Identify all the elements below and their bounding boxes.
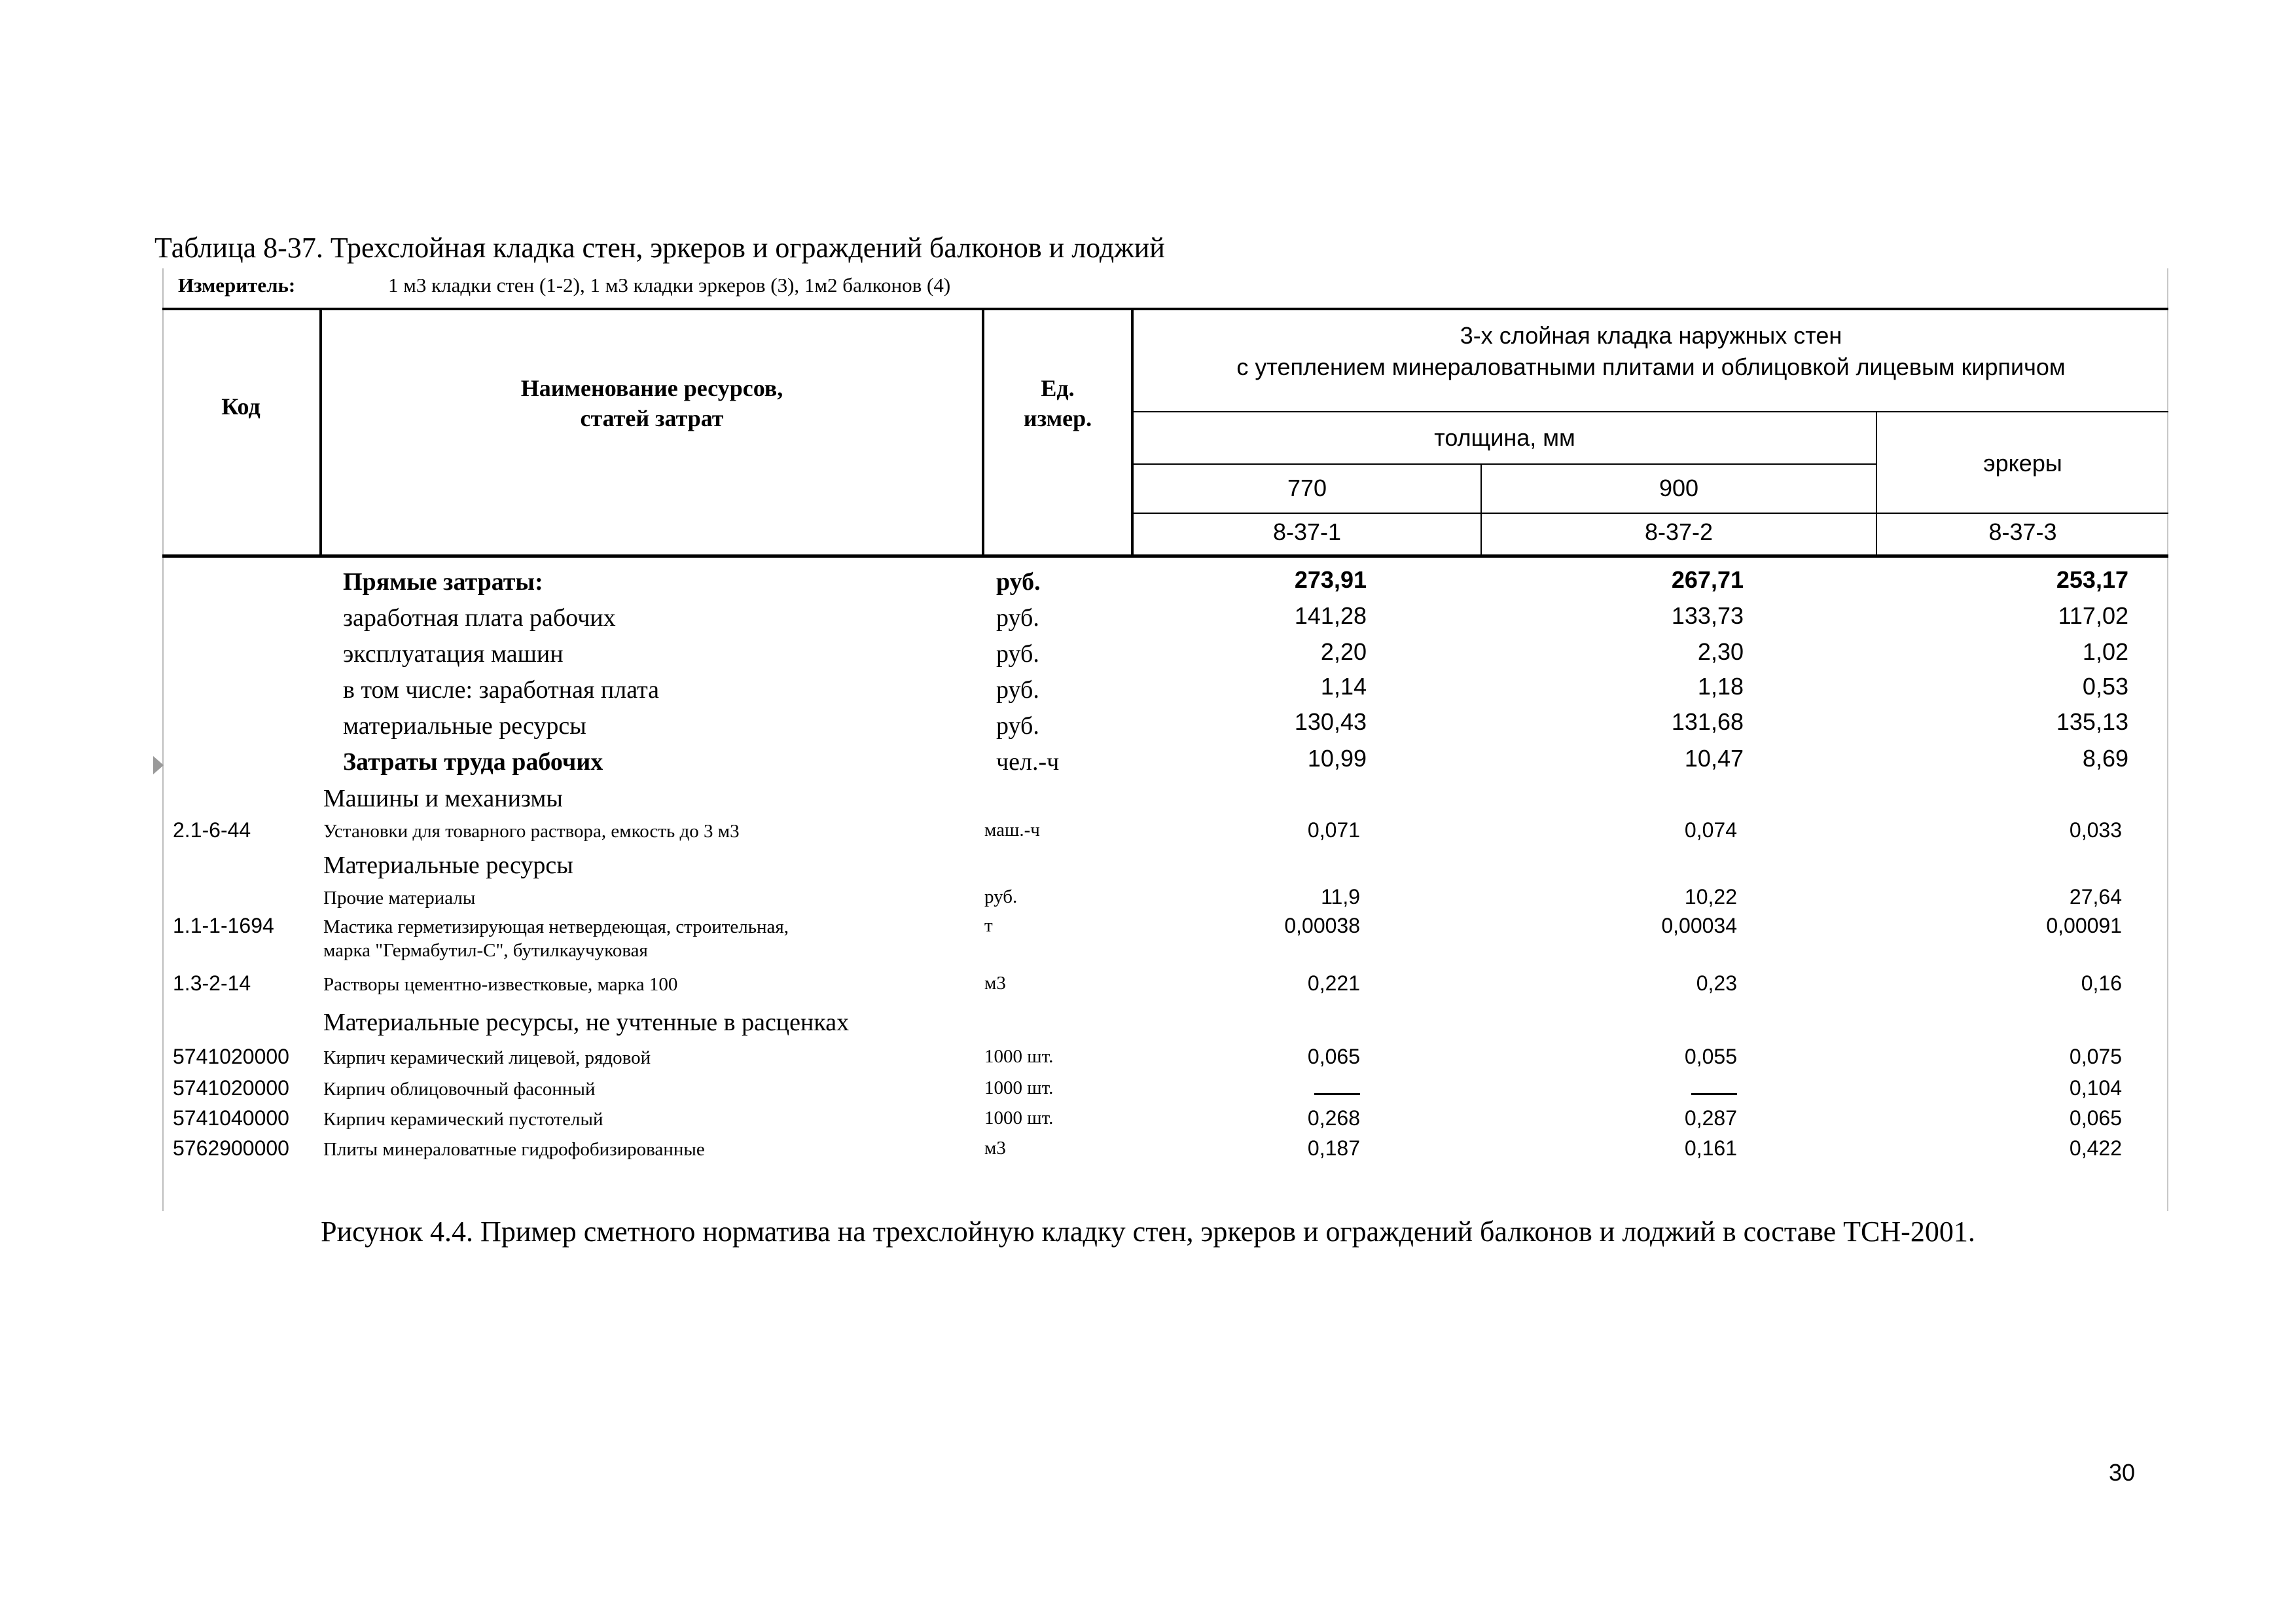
resource-unit: маш.-ч (984, 820, 1040, 840)
resource-name: Растворы цементно-известковые, марка 100 (323, 974, 678, 995)
header-name-line2: статей затрат (580, 405, 724, 431)
resource-v3: 0,104 (2069, 1076, 2122, 1100)
resource-v2: 0,055 (1684, 1045, 1737, 1068)
resource-v2: 0,23 (1696, 971, 1737, 995)
header-code1: 8-37-1 (1272, 518, 1342, 545)
resource-unit: м3 (984, 1138, 1006, 1159)
resource-name: Мастика герметизирующая нетвердеющая, строительная, (323, 916, 789, 937)
summary-unit: руб. (996, 712, 1039, 740)
summary-unit: руб. (996, 640, 1039, 668)
summary-name: заработная плата рабочих (343, 604, 616, 632)
summary-v3: 117,02 (2058, 602, 2128, 629)
resource-v2: 0,074 (1684, 818, 1737, 842)
resource-code: 1.3-2-14 (173, 971, 251, 995)
header-unit-line1: Ед. (1041, 375, 1075, 401)
table-title: Таблица 8-37. Трехслойная кладка стен, эркеров и ограждений балконов и лоджий (154, 232, 1165, 264)
meter-label: Измеритель: (178, 274, 296, 297)
resource-code: 5741020000 (173, 1045, 289, 1068)
resource-v1: 11,9 (1321, 885, 1360, 909)
summary-v3: 1,02 (2082, 638, 2128, 665)
value-header-bottom-rule (1132, 513, 2168, 514)
resource-v3: 27,64 (2069, 885, 2122, 909)
side-arrow-icon (153, 756, 164, 774)
summary-v1: 130,43 (1294, 708, 1367, 735)
header-group-line2: с утеплением минераловатными плитами и облицовкой лицевым кирпичом (1236, 353, 2066, 380)
summary-unit: руб. (996, 604, 1039, 632)
resource-v3: 0,075 (2069, 1045, 2122, 1068)
resource-name: Кирпич облицовочный фасонный (323, 1079, 596, 1100)
resource-v3: 0,16 (2081, 971, 2122, 995)
summary-v3: 8,69 (2082, 745, 2128, 772)
resource-name: Кирпич керамический лицевой, рядовой (323, 1047, 651, 1068)
resource-unit: т (984, 915, 993, 936)
empty-value-dash (1314, 1093, 1360, 1095)
group-bottom-rule (1132, 411, 2168, 412)
code-column-divider (319, 309, 322, 556)
summary-name: в том числе: заработная плата (343, 676, 660, 704)
group-title-machines: Машины и механизмы (323, 785, 563, 812)
resource-unit: руб. (984, 886, 1018, 907)
resource-code: 5741040000 (173, 1106, 289, 1130)
resource-v2: 0,00034 (1661, 914, 1737, 937)
header-code2: 8-37-2 (1644, 518, 1713, 545)
resource-v3: 0,065 (2069, 1106, 2122, 1130)
summary-v2: 10,47 (1684, 745, 1744, 772)
resource-v1: 0,187 (1307, 1136, 1360, 1160)
summary-v3: 0,53 (2082, 673, 2128, 700)
summary-v1: 2,20 (1320, 638, 1367, 665)
resource-v1: 0,071 (1307, 818, 1360, 842)
summary-v2: 131,68 (1671, 708, 1744, 735)
resource-v3: 0,422 (2069, 1136, 2122, 1160)
header-name-line1: Наименование ресурсов, (520, 375, 783, 401)
summary-v2: 267,71 (1671, 566, 1744, 593)
summary-unit: чел.-ч (996, 748, 1060, 776)
summary-v3: 135,13 (2056, 708, 2128, 735)
resource-v2: 0,161 (1684, 1136, 1737, 1160)
summary-v2: 2,30 (1697, 638, 1744, 665)
summary-v1: 10,99 (1307, 745, 1367, 772)
empty-value-dash (1691, 1093, 1737, 1095)
resource-unit: 1000 шт. (984, 1108, 1054, 1128)
header-bottom-rule (162, 554, 2168, 558)
resource-unit: м3 (984, 973, 1006, 994)
summary-name: Прямые затраты: (343, 568, 543, 596)
resource-v1: 0,00038 (1284, 914, 1360, 937)
summary-v2: 133,73 (1671, 602, 1744, 629)
resource-v3: 0,00091 (2046, 914, 2122, 937)
summary-name: Затраты труда рабочих (343, 748, 603, 776)
resource-code: 5741020000 (173, 1076, 289, 1100)
header-code3: 8-37-3 (1988, 518, 2057, 545)
summary-v3: 253,17 (2056, 566, 2128, 593)
header-top-rule (162, 308, 2168, 310)
header-unit-line2: измер. (1023, 405, 1092, 431)
resource-unit: 1000 шт. (984, 1077, 1054, 1098)
norm-table-figure (162, 268, 2168, 1211)
figure-caption: Рисунок 4.4. Пример сметного норматива на трехслойную кладку стен, эркеров и ограждений балконов и лоджий в составе ТСН-2001. (321, 1216, 1975, 1248)
group-title-materials: Материальные ресурсы (323, 852, 573, 879)
summary-v2: 1,18 (1697, 673, 1744, 700)
summary-unit: руб. (996, 568, 1041, 596)
resource-v3: 0,033 (2069, 818, 2122, 842)
resource-v1: 0,065 (1307, 1045, 1360, 1068)
resource-code: 2.1-6-44 (173, 818, 251, 842)
summary-v1: 273,91 (1294, 566, 1367, 593)
resource-v2: 10,22 (1684, 885, 1737, 909)
resource-name: Кирпич керамический пустотелый (323, 1109, 603, 1130)
header-col2: 900 (1659, 475, 1699, 501)
resource-code: 5762900000 (173, 1136, 289, 1160)
name-column-divider (982, 309, 984, 556)
page-number: 30 (2109, 1459, 2136, 1486)
summary-name: материальные ресурсы (343, 712, 586, 740)
summary-name: эксплуатация машин (343, 640, 564, 668)
header-group-line1: 3-х слойная кладка наружных стен (1460, 322, 1842, 349)
resource-v2: 0,287 (1684, 1106, 1737, 1130)
resource-name-line2: марка "Гермабутил-С", бутилкаучуковая (323, 940, 648, 961)
resource-name: Установки для товарного раствора, емкость до 3 м3 (323, 821, 740, 842)
figure-frame-right (2167, 268, 2168, 1211)
header-thickness: толщина, мм (1434, 424, 1575, 451)
resource-v1: 0,221 (1307, 971, 1360, 995)
resource-name: Прочие материалы (323, 888, 476, 909)
resource-name: Плиты минераловатные гидрофобизированные (323, 1139, 705, 1160)
header-col3: эркеры (1983, 450, 2062, 477)
header-col1: 770 (1287, 475, 1327, 501)
summary-unit: руб. (996, 676, 1039, 704)
group-title-unaccounted: Материальные ресурсы, не учтенные в расценках (323, 1009, 850, 1036)
summary-v1: 141,28 (1294, 602, 1367, 629)
summary-v1: 1,14 (1320, 673, 1367, 700)
thickness-bottom-rule (1132, 463, 1877, 465)
resource-v1: 0,268 (1307, 1106, 1360, 1130)
resource-code: 1.1-1-1694 (173, 914, 274, 937)
header-code: Код (221, 393, 260, 420)
meter-value: 1 м3 кладки стен (1-2), 1 м3 кладки эркеров (3), 1м2 балконов (4) (388, 274, 951, 297)
resource-unit: 1000 шт. (984, 1046, 1054, 1067)
